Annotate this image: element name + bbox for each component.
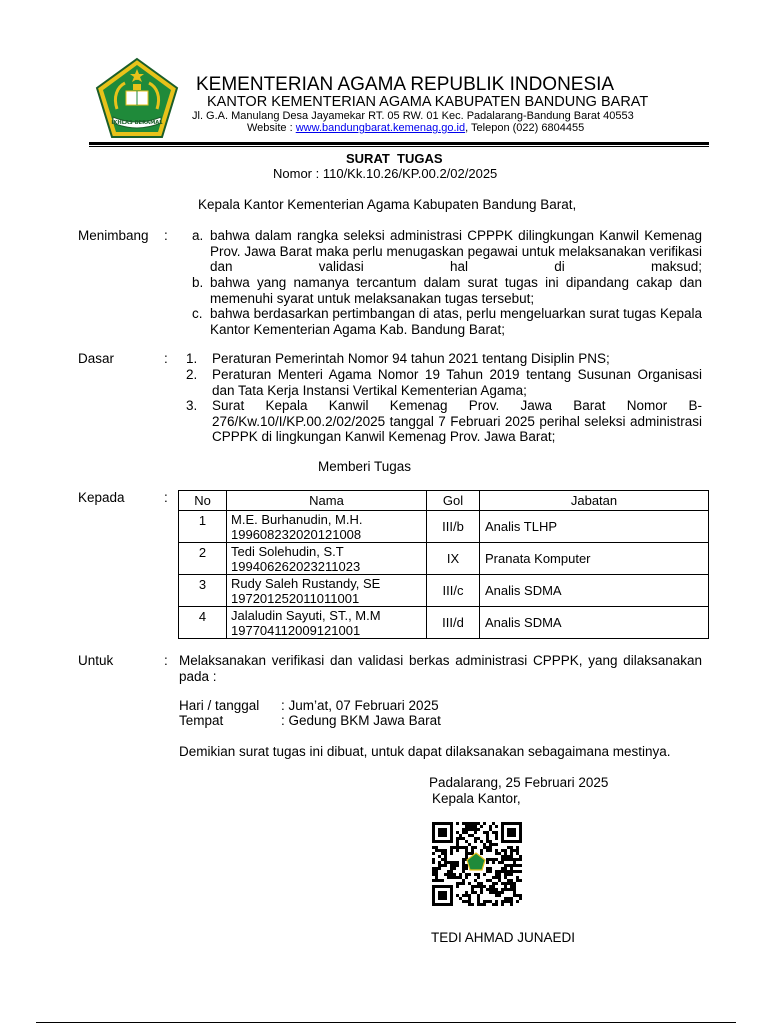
- table-row: [179, 607, 709, 639]
- qr-code-signature: [432, 822, 522, 906]
- signatory-name: TEDI AHMAD JUNAEDI: [431, 930, 576, 945]
- menimbang-marker-a: a.: [192, 228, 204, 243]
- menimbang-label: Menimbang: [78, 228, 149, 243]
- hari-label: Hari / tanggal: [179, 698, 260, 713]
- memberi-tugas-heading: Memberi Tugas: [318, 459, 412, 474]
- cell-nama: [227, 511, 427, 543]
- website-label: Website :: [247, 122, 296, 134]
- opening-line: Kepala Kantor Kementerian Agama Kabupaten Bandung Barat,: [198, 197, 577, 212]
- header-gol: Gol: [427, 491, 480, 511]
- ministry-name: KEMENTERIAN AGAMA REPUBLIK INDONESIA: [196, 74, 615, 95]
- staff-nip: 197704112009121001: [231, 622, 361, 638]
- untuk-colon: :: [164, 653, 168, 668]
- cell-no-text: 3: [198, 577, 207, 592]
- letterhead-rule-thin: [89, 146, 709, 147]
- dasar-label: Dasar: [78, 351, 115, 366]
- staff-name: Jalaludin Sayuti, ST., M.M: [231, 607, 381, 623]
- menimbang-item-b: bahwa yang namanya tercantum dalam surat tugas ini dipandang cakap dan memenuhi syarat untuk melaksanakan tugas tersebut;: [210, 275, 702, 306]
- dasar-item-2: Peraturan Menteri Agama Nomor 19 Tahun 2019 tentang Susunan Organisasi dan Tata Kerja Instansi Vertikal Kementerian Agama;: [212, 367, 702, 398]
- cell-nama: [227, 607, 427, 639]
- footer-rule: [36, 1022, 736, 1023]
- table-row: [179, 575, 709, 607]
- kepada-label: Kepada: [78, 490, 125, 505]
- dasar-marker-3: 3.: [186, 398, 198, 413]
- cell-jabatan: Pranata Komputer: [480, 543, 709, 575]
- menimbang-marker-b: b.: [192, 275, 204, 290]
- table-row: [179, 543, 709, 575]
- cell-jabatan: Analis TLHP: [480, 511, 709, 543]
- letterhead-rule: [89, 142, 709, 145]
- header-jabatan: Jabatan: [480, 491, 709, 511]
- hari-value: : Jum’at, 07 Februari 2025: [281, 698, 439, 713]
- closing-text: Demikian surat tugas ini dibuat, untuk dapat dilaksanakan sebagaimana mestinya.: [179, 744, 671, 759]
- menimbang-item-c: bahwa berdasarkan pertimbangan di atas, perlu mengeluarkan surat tugas Kepala Kantor Kementerian Agama Kab. Bandung Barat;: [210, 306, 702, 337]
- cell-no: [179, 543, 227, 575]
- cell-jabatan: Analis SDMA: [480, 575, 709, 607]
- staff-name: Rudy Saleh Rustandy, SE: [231, 575, 381, 591]
- phone-number: , Telepon (022) 6804455: [465, 122, 585, 134]
- staff-name: Tedi Solehudin, S.T: [231, 543, 344, 559]
- cell-gol: III/b: [427, 511, 480, 543]
- tempat-label: Tempat: [179, 713, 224, 728]
- header-nama: Nama: [227, 491, 427, 511]
- staff-nip: 199608232020121008: [231, 526, 362, 542]
- office-name: KANTOR KEMENTERIAN AGAMA KABUPATEN BANDUNG BARAT: [207, 94, 649, 110]
- menimbang-marker-c: c.: [192, 306, 203, 321]
- menimbang-item-a: bahwa dalam rangka seleksi administrasi CPPPK dilingkungan Kanwil Kemenag Prov. Jawa Barat maka perlu menugaskan pegawai untuk melaksanakan verifikasi dan validasi hal di maksud;: [210, 228, 702, 275]
- cell-no-text: 4: [198, 609, 207, 624]
- signature-position: Kepala Kantor,: [432, 791, 521, 806]
- letter-number: Nomor : 110/Kk.10.26/KP.00.2/02/2025: [273, 166, 498, 181]
- dasar-marker-2: 2.: [186, 367, 198, 382]
- cell-gol: III/c: [427, 575, 480, 607]
- header-no: No: [179, 491, 227, 511]
- kepada-colon: :: [164, 490, 168, 505]
- cell-no: [179, 511, 227, 543]
- tempat-value: : Gedung BKM Jawa Barat: [281, 713, 441, 728]
- untuk-text: Melaksanakan verifikasi dan validasi berkas administrasi CPPPK, yang dilaksanakan pada :: [179, 653, 702, 684]
- cell-no-text: 2: [198, 545, 207, 560]
- cell-no: [179, 575, 227, 607]
- cell-no-text: 1: [198, 513, 207, 528]
- menimbang-colon: :: [164, 228, 168, 243]
- kemenag-logo: [95, 57, 179, 141]
- cell-gol: IX: [427, 543, 480, 575]
- staff-table: [178, 490, 709, 639]
- dasar-item-3: Surat Kepala Kanwil Kemenag Prov. Jawa Barat Nomor B-276/Kw.10/I/KP.00.2/02/2025 tanggal 7 Februari 2025 perihal seleksi administrasi CPPPK di lingkungan Kanwil Kemenag Prov. Jawa Barat;: [212, 398, 702, 445]
- logo-motto: IKHLAS BERAMAL: [111, 120, 163, 126]
- cell-jabatan: Analis SDMA: [480, 607, 709, 639]
- cell-gol: III/d: [427, 607, 480, 639]
- office-address: Jl. G.A. Manulang Desa Jayamekar RT. 05 RW. 01 Kec. Padalarang-Bandung Barat 40553: [192, 110, 634, 122]
- staff-nip: 197201252011011001: [231, 590, 360, 606]
- dasar-colon: :: [164, 351, 168, 366]
- cell-nama: [227, 575, 427, 607]
- table-header-row: [179, 491, 709, 511]
- cell-no: [179, 607, 227, 639]
- signature-place-date: Padalarang, 25 Februari 2025: [429, 775, 609, 790]
- staff-name: M.E. Burhanudin, M.H.: [231, 511, 363, 527]
- table-row: [179, 511, 709, 543]
- untuk-label: Untuk: [78, 653, 114, 668]
- dasar-item-1: Peraturan Pemerintah Nomor 94 tahun 2021 tentang Disiplin PNS;: [212, 351, 610, 366]
- letter-title: SURAT TUGAS: [346, 151, 443, 166]
- website-link[interactable]: www.bandungbarat.kemenag.go.id: [295, 122, 466, 134]
- cell-nama: [227, 543, 427, 575]
- staff-nip: 199406262023211023: [231, 558, 361, 574]
- dasar-marker-1: 1.: [186, 351, 198, 366]
- contact-line: [247, 122, 584, 134]
